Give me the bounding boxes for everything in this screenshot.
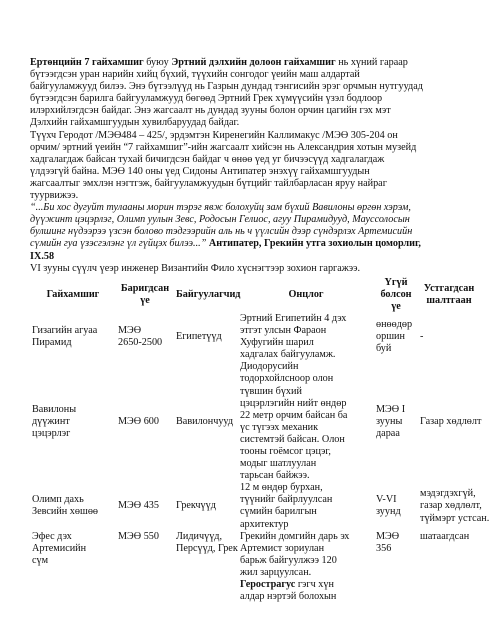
intro-line [30,93,468,105]
column-header: Баригдсан үе [120,282,170,306]
table-cell: МЭӨ 435 [118,500,159,512]
text-run: дүүжинт цэцэрлэг, Олимп уулын Зевс, Родосын Гелиос, агуу Пирамидууд, Мауссолосын [30,214,410,226]
intro-line [30,57,468,69]
text-run: сүмийн гуа үзэсгэлэнг үл гүйцэх билээ...” [30,238,207,250]
table-body [30,312,490,603]
intro-line [30,166,468,178]
text-run: хадгалагдаж байсан тухай бичигдсэн байдаг ч өнөө үед уг бичээсүүд хадгалагдаж [30,153,385,165]
text-run: гэгч хүн [295,579,334,591]
text-run: бүтээгдсэн уран нарийн хийц бүхий, түүхийн сонгодог үеийн маш алдартай [30,69,360,81]
table-cell: МЭӨ 2650-2500 [118,325,163,349]
table-cell: МЭӨ 600 [118,415,159,427]
cell-line [240,579,372,591]
text-run: үлдээгүй байна. МЭӨ 140 оны үед Сидоны Антипатер энэхүү гайхамшгуудын [30,165,370,177]
intro-line [30,190,468,202]
table-cell: Гизагийн агуаа Пирамид [32,325,98,349]
column-header: Онцлог [288,288,324,300]
table-cell: - [420,331,424,343]
text-run: “...Би хос дугуйт тулааны морин тэрэг явж болохуйц зам бүхий Вавилоны өргөн хэрэм, [30,202,411,214]
intro-line [30,142,468,154]
text-run: Эртний дэлхийн долоон гайхамшиг [171,57,336,68]
intro-line [30,117,468,129]
intro-line [30,69,468,81]
table-cell: 12 м өндөр бурхан, түүнийг байрлуулсан сүмийн барилгын архитектур [240,482,333,530]
text-run: алдар нэртэй болохын [240,591,337,603]
table-cell: мэдэгдэхгүй, газар хөдлөлт, түймэрт устсан. [420,488,490,524]
table-row [30,531,480,604]
table-cell: Диодорусийн тодорхойлсноор олон түвшин бүхий цэцэрлэгийн нийт өндөр 22 метр орчим байсан ба үс түгээх механик системтэй байсан. Олон тооны гоёмсог цэцэг, модыг шатлуулан тарьсан байжээ. [240,361,348,482]
column-header: Байгуулагчид [176,288,241,300]
text-run: нь хүний гараар [335,57,408,68]
intro-line [30,154,468,166]
text-run: орчим/ эртний үеийн “7 гайхамшиг”-ийн жагсаалт хийсэн нь Александрия хотын музейд [30,141,417,153]
text-run: буюу [143,57,172,68]
table-cell: Вавилончууд [176,415,234,427]
intro-line [30,130,468,142]
wonders-table [30,276,490,604]
table-cell: Эртний Египетийн 4 дэх этгэт улсын Фараон Хуфугийн шарил хадгалах байгууламж. [240,312,347,361]
intro-line [30,105,468,117]
table-cell: МЭӨ 550 [118,530,159,542]
table-cell: Олимп дахь Зевсийн хөшөө [32,494,99,518]
intro-text [30,57,468,275]
table-cell: Грекчүүд [176,500,216,512]
table-cell: өнөөдөр оршин буй [376,319,413,355]
table-cell: V-VI зуунд [376,494,401,518]
intro-line [30,214,468,226]
text-run: байгууламжууд билээ. Энэ бүтээлүүд нь Газрын дундад тэнгисийн эрэг орчмын нутгуудад [30,81,423,93]
text-run: илэрхийлэгдсэн байдаг. Энэ жагсаалт нь дундад зууны болон орчин цагийн гэх мэт [30,105,391,117]
table-cell: Вавилоны дүүжинт цэцэрлэг [32,403,77,439]
text-run: Антипатер, Грекийн утга зохиолын цоморлиг, [206,238,421,250]
table-cell: Лидичүүд, Персүүд, Грек [176,530,238,554]
column-header: Устгагдсан шалтгаан [423,282,475,306]
table-cell: Газар хөдлөлт [420,415,482,427]
intro-line [30,251,468,263]
column-header: Үгүй болсон үе [380,276,412,312]
text-run: Герострагус [240,579,296,591]
text-run: IX.58 [30,250,55,262]
text-run: VI зууны сүүлч үеэр инженер Византийн Фило хүснэгтээр зохион гаргажээ. [30,262,361,274]
text-run: жагсаалтыг эмхлэн нэгтгэж, байгууламжуудын бүтцийг тайлбарласан яруу найраг [30,177,387,189]
table-row [30,313,480,361]
table-cell: МЭӨ 356 [376,530,400,554]
text-run: Ертөнцийн 7 гайхамшиг [30,57,144,68]
intro-line [30,226,468,238]
table-cell: Грекийн домгийн дарь эх Артемист зориулан барьж байгуулжээ 120 жил зарцуулсан. Герострагус гэгч хүн алдар нэртэй болохын [238,531,374,604]
table-cell: Египетүүд [176,331,222,343]
text-run: булшинг нүдээрээ үзсэн болово тэдгээрийн аль нь ч үүлсийн дээр сүндэрлэх Артемисийн [30,226,413,238]
table-header-row [30,277,480,313]
intro-line [30,178,468,190]
table-row [30,482,480,530]
intro-line [30,81,468,93]
column-header: Гайхамшиг [46,288,100,300]
text-run: Дэлхийн гайхамшгуудын хувилбаруудад байдаг. [30,117,240,129]
table-cell: МЭӨ I зууны дараа [376,403,406,439]
text-run: туурвижээ. [30,190,79,202]
text-run: бүтээгдсэн барилга байгууламжууд бөгөөд Эртний Грек хүмүүсийн үзэл бодлоор [30,93,383,105]
table-cell: Эфес дэх Артемисийн сүм [32,530,87,566]
document-page [30,57,490,603]
intro-line [30,263,468,275]
text-run: Түүхч Геродот /МЭӨ484 – 425/, эрдэмтэн Киренегийн Каллимакус /МЭӨ 305-204 он [30,129,398,141]
table-row [30,361,480,482]
cell-line [240,591,372,603]
table-cell: шатаагдсан [420,530,470,542]
intro-line [30,202,468,214]
intro-line [30,238,468,250]
